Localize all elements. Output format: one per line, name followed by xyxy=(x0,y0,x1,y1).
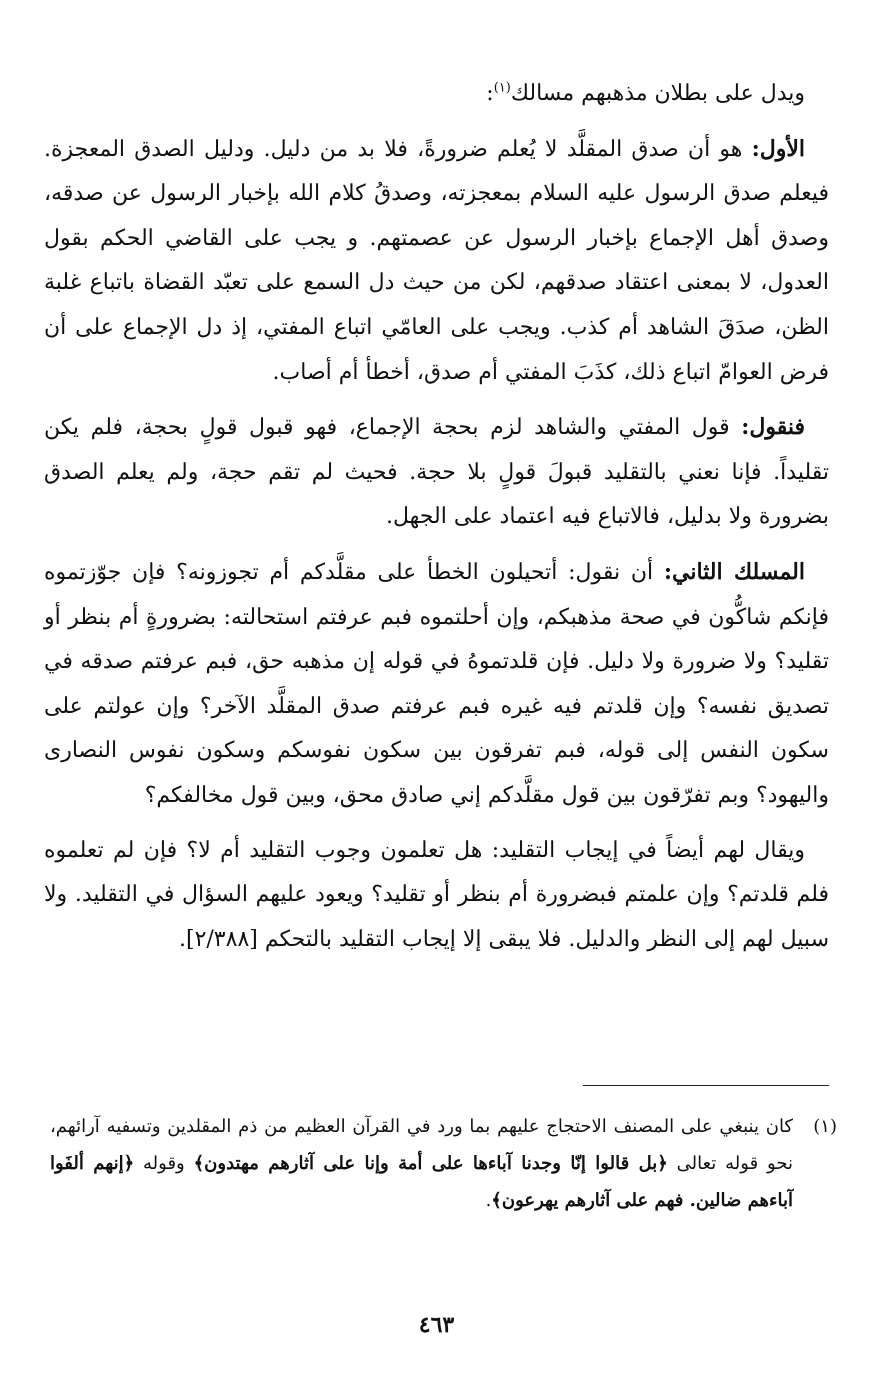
paragraph-lead: فنقول: xyxy=(741,414,805,441)
footnote-quote: ﴿بل قالوا إنّا وجدنا آباءها على أمة وإنا على آثارهم مهتدون﴾ xyxy=(193,1153,668,1174)
main-text xyxy=(44,72,829,972)
footnote-body xyxy=(50,1108,837,1219)
paragraph-lead: الأول: xyxy=(751,135,805,162)
footnote-number: (١) xyxy=(813,1116,837,1137)
paragraph-fourth xyxy=(44,829,829,963)
footnote xyxy=(50,1108,837,1219)
footnote-text: وقوله xyxy=(134,1153,194,1174)
intro-tail: : xyxy=(486,81,494,106)
footnote-text: . xyxy=(485,1190,492,1211)
paragraph-intro xyxy=(44,72,829,117)
paragraph-lead: المسلك الثاني: xyxy=(663,558,805,585)
paragraph-body: ويقال لهم أيضاً في إيجاب التقليد: هل تعلمون وجوب التقليد أم لا؟ فإن لم تعلموه فلم قلدتم؟ وإن علمتم فبضرورة أم بنظر أو تقليد؟ ويعود عليهم السؤال في التقليد. ولا سبيل لهم إلى النظر والدليل. فلا يبقى إلا إيجاب التقليد بالتحكم [٢/٣٨٨]. xyxy=(44,837,829,952)
footnote-reference[interactable]: (١) xyxy=(493,80,511,96)
paragraph-body: قول المفتي والشاهد لزم بحجة الإجماع، فهو قبول قولٍ بحجة، فلم يكن تقليداً. فإنا نعني بالتقليد قبولَ قولٍ بلا حجة. فحيث لم تقم حجة، ولم يعلم الصدق بضرورة ولا بدليل، فالاتباع فيه اعتماد على الجهل. xyxy=(44,415,829,530)
footnote-divider xyxy=(583,1085,829,1086)
paragraph-body: هو أن صدق المقلَّد لا يُعلم ضرورةً، فلا بد من دليل. ودليل الصدق المعجزة. فيعلم صدق الرسول عليه السلام بمعجزته، وصدقُ كلام الله بإخبار الرسول عن صدقه، وصدق أهل الإجماع بإخبار الرسول عن عصمتهم. و يجب على القاضي الحكم بقول العدول، لا بمعنى اعتقاد صدقهم، لكن من حيث دل السمع على تعبّد القضاة باتباع غلبة الظن، صدَقَ الشاهد أم كذب. ويجب على العامّي اتباع المفتي، إذ دل الإجماع على أن فرض العوامّ اتباع ذلك، كذَبَ المفتي أم صدق، أخطأ أم أصاب. xyxy=(44,136,829,385)
paragraph-second xyxy=(44,405,829,540)
page-number: ٤٦٣ xyxy=(418,1312,455,1338)
footnote-text: كان ينبغي على المصنف الاحتجاج عليهم بما ورد في القرآن العظيم من ذم المقلدين وتسفيه آرائهم، نحو قوله تعالى xyxy=(50,1116,793,1174)
paragraph-third xyxy=(44,550,829,819)
paragraph-body: أن نقول: أتحيلون الخطأ على مقلَّدكم أم تجوزونه؟ فإن جوّزتموه فإنكم شاكُّون في صحة مذهبكم، وإن أحلتموه فبم عرفتم استحالته: بضرورةٍ أم بنظر أو تقليد؟ ولا ضرورة ولا دليل. فإن قلدتموهُ في قوله إن مذهبه حق، فبم عرفتم صدقه في تصديق نفسه؟ وإن قلدتم فيه غيره فبم عرفتم صدق المقلَّد الآخر؟ وإن عولتم على سكون النفس إلى قوله، فبم تفرقون بين سكون نفوسكم وسكون نفوس النصارى واليهود؟ وبم تفرّقون بين قول مقلَّدكم إني صادق محق، وبين قول مخالفكم؟ xyxy=(44,559,829,808)
paragraph-first xyxy=(44,127,829,396)
intro-text: ويدل على بطلان مذهبهم مسالك xyxy=(510,81,805,106)
footnote-quote: ﴿إنهم ألفَوا آباءهم ضالين. فهم على آثارهم يهرعون﴾ xyxy=(50,1153,793,1211)
